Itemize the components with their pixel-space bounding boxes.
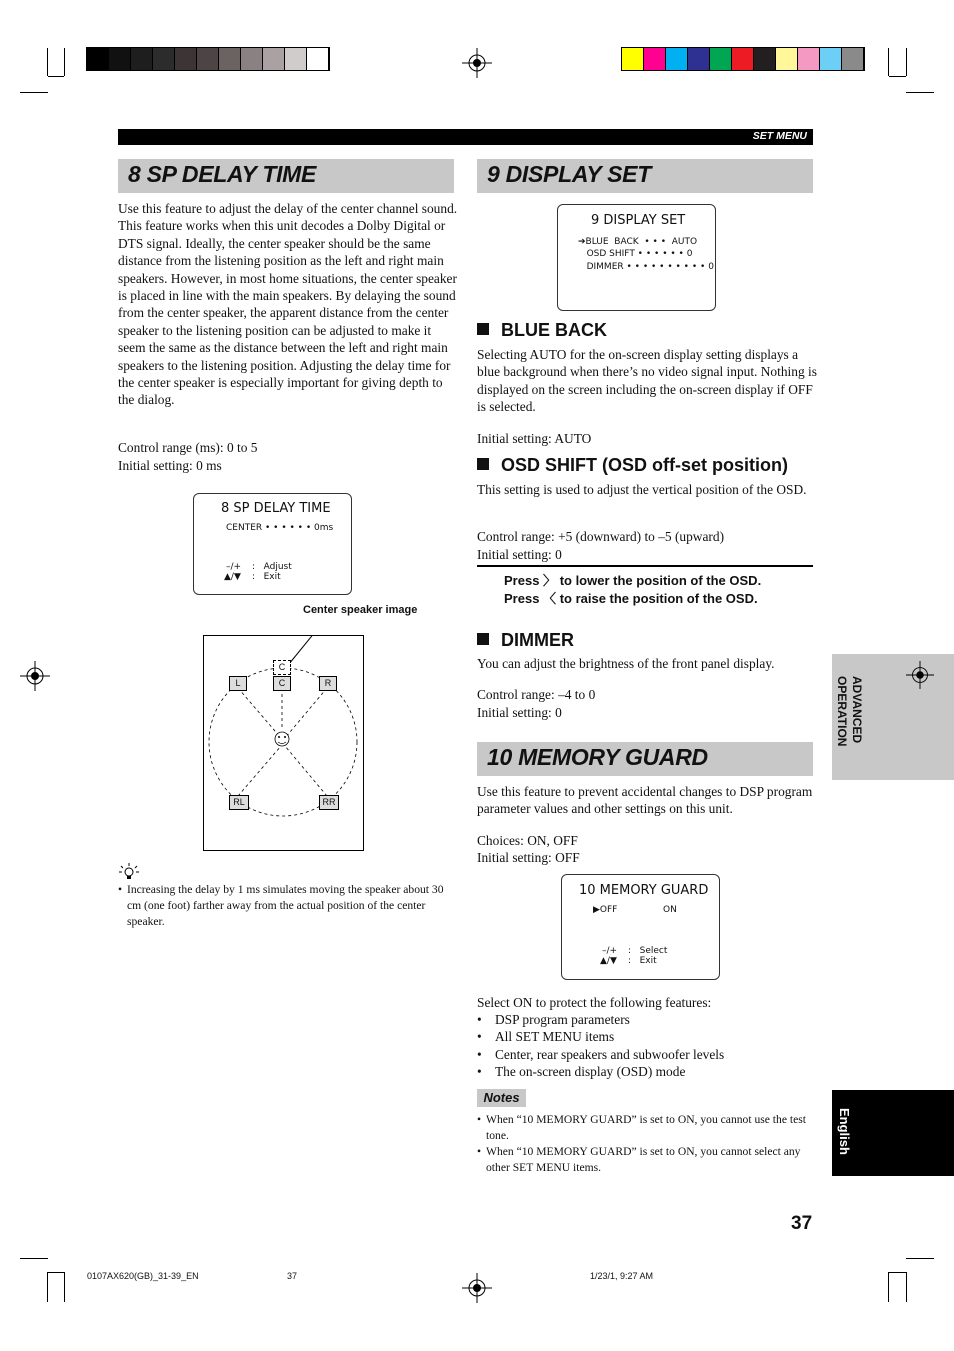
select-on-intro: Select ON to protect the following features: [477, 995, 712, 1010]
footer-date: 1/23/1, 9:27 AM [590, 1271, 654, 1281]
color-swatch [285, 48, 307, 70]
color-swatch [842, 48, 864, 70]
header-bar [118, 129, 813, 145]
osd-shift-initial: Initial setting: 0 [477, 547, 562, 562]
dimmer-range: Control range: –4 to 0 [477, 687, 596, 702]
speaker-r: R [319, 676, 337, 691]
square-bullet-icon [477, 458, 489, 470]
osd-key-select-desc: : Select [628, 946, 668, 956]
osd-key-exit-desc: : Exit [628, 956, 657, 966]
dimmer-initial: Initial setting: 0 [477, 705, 562, 720]
color-swatch [754, 48, 776, 70]
blue-back-heading: BLUE BACK [477, 320, 607, 341]
right-arrow-icon: 〉 [543, 573, 557, 588]
diagram-caption: Center speaker image [303, 604, 418, 616]
initial-setting: Initial setting: 0 ms [118, 458, 222, 473]
speaker-rl: RL [229, 795, 249, 810]
osd-title: 8 SP DELAY TIME [221, 501, 331, 516]
listener-icon [275, 732, 289, 746]
color-swatch [109, 48, 131, 70]
blue-back-body: Selecting AUTO for the on-screen display setting displays a blue background when there’s no video signal input. Nothing is displayed on the screen including the on-screen display if OFF is selected. [477, 347, 817, 415]
color-swatch [307, 48, 329, 70]
tip-list [118, 882, 456, 930]
footer-page: 37 [287, 1271, 298, 1281]
sp-delay-intro: Use this feature to adjust the delay of the center channel sound. This feature works when this unit decodes a Dolby Digital or DTS signal. Ideally, the center speaker should be the same distance from the listening position as the left and right main speakers. However, in most home situations, the center speaker is placed in line with the main speakers. By delaying the sound from the center speaker, the apparent distance from the center speaker to the listening position can be adjusted to make it seem the same as the distance between the left and right main speakers to the listening position. Adjusting the delay time for the center speaker is especially important for giving depth to the dialog. [118, 201, 458, 408]
color-swatch [688, 48, 710, 70]
color-swatch [622, 48, 644, 70]
osd-key-exit: ▲/▼ [600, 956, 617, 966]
color-swatch [263, 48, 285, 70]
registration-mark-bottom [462, 1273, 492, 1303]
color-swatch [175, 48, 197, 70]
section-memory-guard-heading [477, 742, 813, 776]
press-raise-instruction: Press 〈 to raise the position of the OSD. [504, 591, 758, 606]
color-swatch [732, 48, 754, 70]
osd-center-line: CENTER • • • • • • 0ms [226, 523, 334, 533]
osd-shift-body: This setting is used to adjust the vertical position of the OSD. [477, 482, 807, 497]
list-item: • When “10 MEMORY GUARD” is set to ON, you cannot select any other SET MENU items. [477, 1144, 817, 1176]
osd-display-set [557, 204, 716, 311]
osd-osd-shift-line: OSD SHIFT • • • • • • 0 [578, 249, 693, 259]
color-swatch [710, 48, 732, 70]
page-number: 37 [791, 1213, 813, 1234]
notes-list [477, 1112, 817, 1176]
osd-sp-delay-time [193, 493, 352, 595]
memory-guard-initial: Initial setting: OFF [477, 850, 580, 865]
square-bullet-icon [477, 633, 489, 645]
section-title: 8 SP DELAY TIME [128, 161, 317, 187]
color-swatch [798, 48, 820, 70]
notes-label: Notes [477, 1089, 526, 1107]
registration-mark-right [906, 661, 934, 689]
dimmer-heading: DIMMER [477, 630, 574, 651]
press-lower-instruction: Press 〉 to lower the position of the OSD. [504, 573, 762, 588]
osd-dimmer-line: DIMMER • • • • • • • • • • 0 [578, 262, 714, 272]
section-title: 9 DISPLAY SET [487, 161, 651, 187]
grayscale-color-bar [86, 47, 330, 71]
side-tab-english [832, 1090, 954, 1176]
press-rule [477, 565, 813, 567]
list-item: • When “10 MEMORY GUARD” is set to ON, you cannot use the test tone. [477, 1112, 817, 1144]
protected-features-list [477, 1011, 813, 1081]
color-swatch [820, 48, 842, 70]
color-swatch [644, 48, 666, 70]
osd-option-off: ▶OFF [593, 905, 618, 915]
color-swatch [153, 48, 175, 70]
list-item: • The on-screen display (OSD) mode [477, 1063, 813, 1080]
side-tab-operation-label: OPERATION [835, 676, 849, 747]
side-tab-english-label: English [837, 1108, 852, 1155]
registration-mark-top [462, 48, 492, 78]
color-swatch [241, 48, 263, 70]
color-swatch [197, 48, 219, 70]
color-swatch [666, 48, 688, 70]
tip-item: • Increasing the delay by 1 ms simulates moving the speaker about 30 cm (one foot) farther away from the actual position of the center speaker. [118, 882, 456, 930]
square-bullet-icon [477, 323, 489, 335]
osd-key-adjust-desc: : Adjust [252, 562, 292, 572]
process-color-bar [621, 47, 865, 71]
osd-shift-heading: OSD SHIFT (OSD off-set position) [477, 455, 788, 476]
list-item: • DSP program parameters [477, 1011, 813, 1028]
set-menu-label: SET MENU [752, 130, 807, 142]
side-tab-advanced-operation [832, 654, 954, 780]
section-sp-delay-time-heading [118, 159, 454, 193]
dimmer-body: You can adjust the brightness of the front panel display. [477, 656, 775, 671]
color-swatch [131, 48, 153, 70]
color-swatch [87, 48, 109, 70]
blue-back-initial: Initial setting: AUTO [477, 431, 592, 446]
control-range: Control range (ms): 0 to 5 [118, 440, 258, 455]
speaker-c-image: C [273, 660, 291, 675]
osd-title: 10 MEMORY GUARD [579, 883, 709, 898]
osd-blue-back-line: ➔BLUE BACK • • • AUTO [578, 237, 698, 247]
osd-key-adjust: –/+ [226, 562, 242, 572]
side-tab-advanced-label: ADVANCED [850, 676, 864, 744]
memory-guard-choices: Choices: ON, OFF [477, 833, 578, 848]
section-display-set-heading [477, 159, 813, 193]
osd-key-exit: ▲/▼ [224, 572, 241, 582]
tip-lightbulb-icon [118, 862, 140, 880]
speaker-rr: RR [319, 795, 339, 810]
speaker-l: L [229, 676, 247, 691]
section-title: 10 MEMORY GUARD [487, 744, 708, 770]
osd-shift-range: Control range: +5 (downward) to –5 (upward) [477, 529, 725, 544]
list-item: • Center, rear speakers and subwoofer levels [477, 1046, 813, 1063]
osd-title: 9 DISPLAY SET [591, 213, 686, 228]
color-swatch [776, 48, 798, 70]
speaker-c: C [273, 676, 291, 691]
speaker-layout-diagram [203, 635, 364, 851]
list-item: • All SET MENU items [477, 1028, 813, 1045]
registration-mark-left [20, 661, 50, 691]
osd-key-select: –/+ [602, 946, 618, 956]
color-swatch [219, 48, 241, 70]
osd-option-on: ON [663, 905, 677, 915]
left-arrow-icon: 〈 [543, 591, 557, 606]
footer-file: 0107AX620(GB)_31-39_EN [87, 1271, 199, 1281]
memory-guard-body: Use this feature to prevent accidental changes to DSP program parameter values and other settings on this unit. [477, 784, 813, 817]
osd-memory-guard [561, 874, 720, 980]
osd-key-exit-desc: : Exit [252, 572, 281, 582]
